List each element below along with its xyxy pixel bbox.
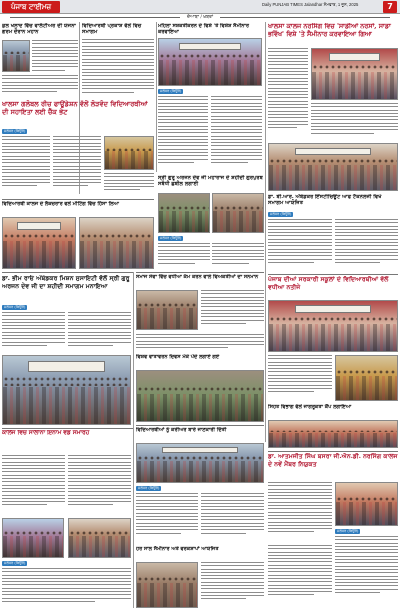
article-photo[interactable] xyxy=(79,217,154,269)
byline: ਜਲੰਧਰ (ਬਿਊਰੋ) xyxy=(4,129,26,133)
article-photo[interactable] xyxy=(158,38,262,86)
headline[interactable]: ਵਿਦਿਆਰਥੀ ਪ੍ਰਕਾਸ਼ ਵੱਲੋਂ ਵਿਚ ਸਮਾਗਮ xyxy=(82,23,142,36)
article-photo[interactable] xyxy=(158,193,210,233)
article-photo[interactable] xyxy=(136,443,264,483)
headline[interactable]: ਮਹਿਲਾ ਸਸ਼ਕਤੀਕਰਨ ਦੇ ਵਿਸ਼ੇ 'ਤੇ ਵਿਸ਼ੇਸ਼ ਸੈਮੀਨਾਰ ਕਰਵਾਇਆ xyxy=(158,23,249,36)
masthead-info: Daily PUNJAB TIMES Jalandhar ਸੋਮਵਾਰ, 1 ਜੂਨ, 2025 xyxy=(262,2,359,7)
article-text xyxy=(268,482,332,542)
headline[interactable]: ਡਾ. ਭੀਮ ਰਾਓ ਅੰਬੇਡਕਰ ਮਿਸ਼ਨ ਸੁਸਾਇਟੀ ਵੱਲੋਂ ਸ੍ਰੀ ਗੁਰੂ ਅਰਜਨ ਦੇਵ ਜੀ ਦਾ ਸ਼ਹੀਦੀ ਸਮਾਗਮ ਮਨਾਇਆ xyxy=(2,275,130,290)
section-divider xyxy=(2,272,133,273)
headline[interactable]: ਖਾਲਸਾ ਕਾਲਜ ਨਰਸਿੰਗ ਵਿਚ 'ਸਾਡੀਆਂ ਨਰਸਾਂ, ਸਾਡਾ ਭਵਿੱਖ' ਵਿਸ਼ੇ 'ਤੇ ਸੈਮੀਨਾਰ ਕਰਵਾਇਆ ਗਿਆ xyxy=(268,23,391,38)
article-text xyxy=(136,334,264,352)
page-number: 7 xyxy=(383,1,397,13)
byline: ਜਲੰਧਰ (ਬਿਊਰੋ) xyxy=(160,89,182,93)
article-text xyxy=(104,173,154,197)
article-photo[interactable] xyxy=(2,217,76,269)
section-divider xyxy=(2,428,133,429)
section-divider xyxy=(136,425,264,426)
article-text xyxy=(268,219,332,271)
column-divider xyxy=(265,22,266,442)
column-divider xyxy=(133,272,134,608)
article-text xyxy=(2,75,78,97)
byline: ਜਲੰਧਰ (ਬਿਊਰੋ) xyxy=(4,305,26,309)
headline[interactable]: ਪੰਜਾਬ ਦੀਆਂ ਸਰਕਾਰੀ ਸਕੂਲਾਂ ਦੇ ਵਿਦਿਆਰਥੀਆਂ ਵੱਲੋਂ ਵਧੀਆ ਨਤੀਜੇ xyxy=(268,276,389,291)
article-text xyxy=(268,48,308,140)
article-photo[interactable] xyxy=(335,355,398,401)
section-divider xyxy=(136,272,264,273)
masthead xyxy=(0,0,400,14)
headline[interactable]: ਕੁਲ ਖਲਾਦ ਵਿੱਚ ਵਾਲੰਟੀਅਰ ਦੀ ਯੋਜਨਾ ਗਰਮ ਦੌਰਾਨ ਮਹਾਨ xyxy=(2,23,76,36)
article-text xyxy=(2,312,65,352)
article-text xyxy=(212,243,264,269)
article-text xyxy=(158,96,208,172)
byline: ਜਲੰਧਰ (ਬਿਊਰੋ) xyxy=(138,486,160,490)
headline[interactable]: ਕਾਲਜ ਵਿੱਚ ਸਾਲਾਨਾ ਇਨਾਮ ਵੰਡ ਸਮਾਰੋਹ xyxy=(2,430,90,436)
article-photo[interactable] xyxy=(136,562,198,608)
article-text xyxy=(335,536,398,608)
article-text xyxy=(32,40,78,72)
article-text xyxy=(211,96,262,172)
article-photo[interactable] xyxy=(268,300,398,352)
article-text xyxy=(68,312,131,352)
article-text xyxy=(201,493,264,543)
headline[interactable]: ਡਾ. ਆਤਮਜੀਤ ਸਿੰਘ ਬਸਰਾ ਜੀ.ਐਨ.ਡੀ. ਨਰਸਿੰਗ ਕਾਲਜ ਦੇ ਨਵੇਂ ਮੈਂਬਰ ਨਿਯੁਕਤ xyxy=(268,453,398,468)
article-photo[interactable] xyxy=(2,40,30,72)
article-photo[interactable] xyxy=(136,290,198,330)
byline: ਜਲੰਧਰ (ਬਿਊਰੋ) xyxy=(4,561,26,565)
article-text xyxy=(158,243,210,269)
headline[interactable]: ਹਰ ਸਾਲ ਸੈਮੀਨਾਰ ਅਤੇ ਵਰਕਸ਼ਾਪਾਂ ਆਯੋਜਿਤ xyxy=(136,546,219,552)
article-photo[interactable] xyxy=(136,370,264,422)
headline[interactable]: ਸਿਹਤ ਵਿਭਾਗ ਵੱਲੋਂ ਜਾਗਰੂਕਤਾ ਕੈਂਪ ਲਗਾਇਆ xyxy=(268,404,352,410)
article-text xyxy=(2,568,131,608)
byline: ਜਲੰਧਰ (ਬਿਊਰੋ) xyxy=(337,529,359,533)
article-text xyxy=(268,545,332,608)
article-text xyxy=(2,455,65,515)
byline: ਜਲੰਧਰ (ਬਿਊਰੋ) xyxy=(160,236,182,240)
article-text xyxy=(311,103,398,141)
headline[interactable]: ਸ੍ਰੀ ਗੁਰੂ ਅਰਜਨ ਦੇਵ ਜੀ ਮਹਾਰਾਜ ਦੇ ਸ਼ਹੀਦੀ ਗੁਰਪੁਰਬ ਸਬੰਧੀ ਛਬੀਲ ਲਗਾਈ xyxy=(158,175,263,188)
article-text xyxy=(335,219,398,271)
article-text xyxy=(201,562,264,608)
headline[interactable]: ਸਮਾਜ ਸੇਵਾ ਵਿੱਚ ਵਧੀਆ ਕੰਮ ਕਰਨ ਵਾਲੇ ਵਿਅਕਤੀਆਂ ਦਾ ਸਨਮਾਨ xyxy=(136,274,259,280)
section-divider xyxy=(2,199,154,200)
article-photo[interactable] xyxy=(268,420,398,448)
newspaper-logo[interactable]: ਪੰਜਾਬ ਟਾਈਮਜ਼ xyxy=(2,1,60,13)
section-divider xyxy=(268,274,398,275)
article-photo[interactable] xyxy=(2,355,131,425)
article-text xyxy=(53,136,101,196)
article-text xyxy=(2,136,50,196)
section-divider xyxy=(268,451,398,452)
article-text xyxy=(136,493,198,543)
section-label: ਦੋਆਬਾ / ਖ਼ਬਰਾਂ xyxy=(0,15,400,20)
article-photo[interactable] xyxy=(335,482,398,526)
article-photo[interactable] xyxy=(268,143,398,191)
headline[interactable]: ਵਿਦਿਆਰਥੀਆਂ ਨੂੰ ਕਰੀਅਰ ਬਾਰੇ ਜਾਣਕਾਰੀ ਦਿੱਤੀ xyxy=(136,427,227,433)
article-photo[interactable] xyxy=(311,48,398,100)
article-photo[interactable] xyxy=(68,518,131,558)
article-photo[interactable] xyxy=(2,518,64,558)
headline[interactable]: ਖਾਲਸਾ ਗਲੋਬਲ ਰੀਚ ਫਾਊਂਡੇਸ਼ਨ ਵੱਲੋਂ ਲੋੜਵੰਦ ਵਿਦਿਆਰਥੀਆਂ ਦੀ ਸਹਾਇਤਾ ਲਈ ਚੈੱਕ ਭੇਟ xyxy=(2,100,148,117)
article-text xyxy=(268,355,332,401)
article-text xyxy=(82,39,154,97)
byline: ਜਲੰਧਰ (ਬਿਊਰੋ) xyxy=(270,212,292,216)
headline[interactable]: ਵਿਦਿਆਰਥੀ ਕਾਲਜ ਦੇ ਲੈਕਚਰਾਰ ਵਲੋਂ ਮੀਟਿੰਗ ਵਿੱਚ ਹਿੱਸਾ ਲਿਆ xyxy=(2,201,119,207)
article-photo[interactable] xyxy=(212,193,264,233)
column-divider xyxy=(156,22,157,172)
headline[interactable]: ਵਿਸ਼ਵ ਵਾਤਾਵਰਨ ਦਿਵਸ ਮੌਕੇ ਪੌਦੇ ਲਗਾਏ ਗਏ xyxy=(136,354,220,360)
headline[interactable]: ਡਾ. ਬੀ.ਆਰ. ਅੰਬੇਡਕਰ ਇੰਸਟੀਚਿਊਟ ਆਫ ਟੈਕਨੋਲੋਜੀ ਵਿਖੇ ਸਮਾਗਮ ਆਯੋਜਿਤ xyxy=(268,194,382,207)
article-text xyxy=(201,290,264,332)
article-photo[interactable] xyxy=(104,136,154,170)
article-text xyxy=(68,455,131,515)
